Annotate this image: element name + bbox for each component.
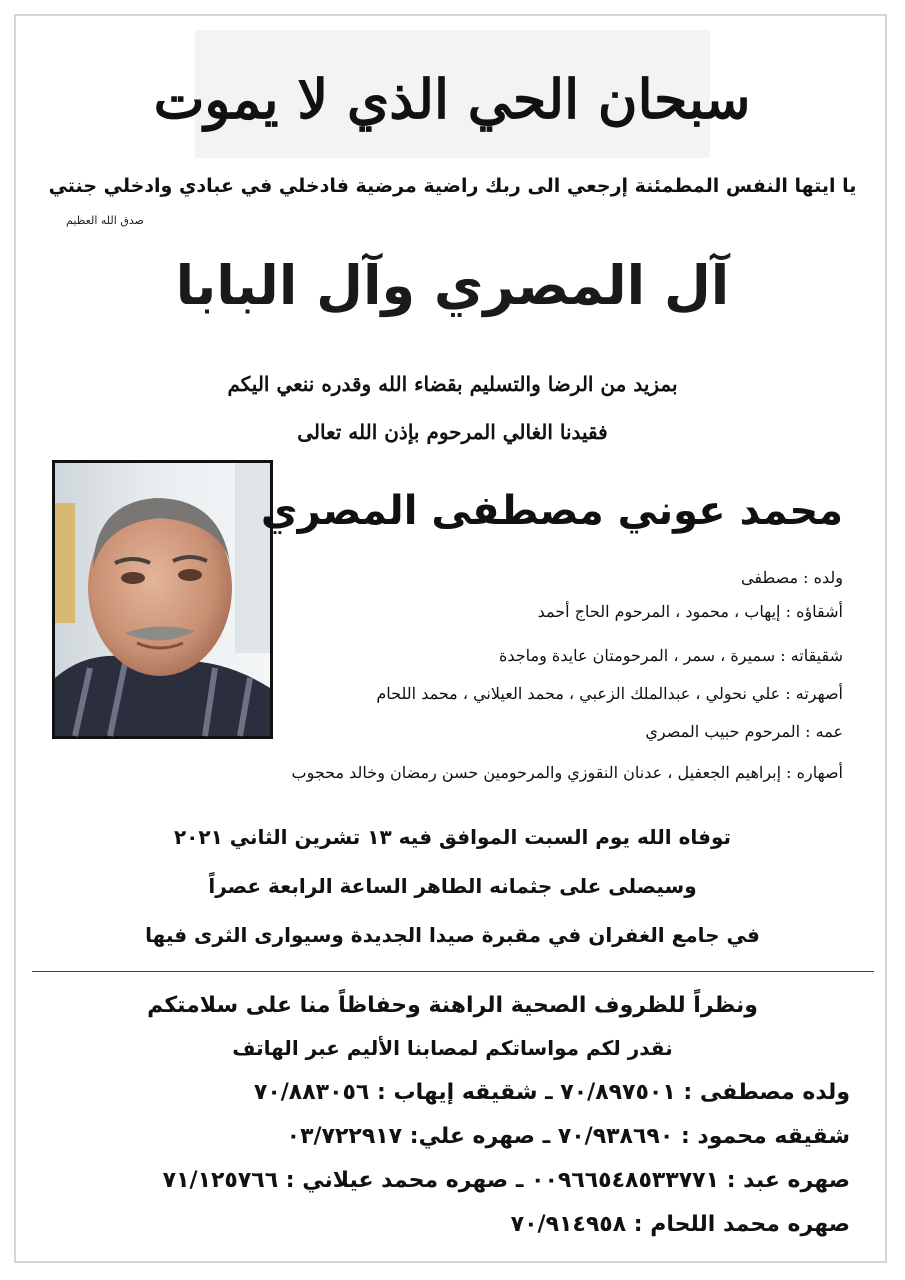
deceased-name: محمد عوني مصطفى المصري bbox=[260, 488, 843, 534]
intro-line-1: بمزيد من الرضا والتسليم بقضاء الله وقدره ننعي اليكم bbox=[227, 372, 678, 396]
death-date-line: توفاه الله يوم السبت الموافق فيه ١٣ تشرين الثاني ٢٠٢١ bbox=[173, 825, 732, 849]
calligraphy-banner bbox=[153, 30, 751, 158]
section-divider bbox=[32, 971, 874, 972]
contact-line-4: صهره محمد اللحام : ٧٠/٩١٤٩٥٨ bbox=[510, 1212, 850, 1237]
relative-in-laws: أصهاره : إبراهيم الجعفيل ، عدنان النقوزي والمرحومين حسن رمضان وخالد محجوب bbox=[291, 763, 843, 782]
family-title: آل المصري وآل البابا bbox=[175, 254, 730, 317]
relative-uncle: عمه : المرحوم حبيب المصري bbox=[645, 722, 843, 741]
relative-sisters: شقيقاته : سميرة ، سمر ، المرحومتان عايدة وماجدة bbox=[499, 646, 843, 665]
burial-location-line: في جامع الغفران في مقبرة صيدا الجديدة وسيوارى الثرى فيها bbox=[145, 923, 760, 947]
quran-verse: يا ايتها النفس المطمئنة إرجعي الى ربك راضية مرضية فادخلي في عبادي وادخلي جنتي bbox=[48, 175, 857, 197]
contact-line-3: صهره عبد : ٠٠٩٦٦٥٤٨٥٣٣٧٧١ ـ صهره محمد عيلاني : ٧١/١٢٥٧٦٦ bbox=[162, 1168, 850, 1193]
intro-line-2: فقيدنا الغالي المرحوم بإذن الله تعالى bbox=[297, 420, 608, 444]
relative-brothers: أشقاؤه : إيهاب ، محمود ، المرحوم الحاج أحمد bbox=[537, 602, 843, 621]
funeral-prayer-line: وسيصلى على جثمانه الطاهر الساعة الرابعة عصراً bbox=[208, 874, 697, 898]
health-notice-line-2: نقدر لكم مواساتكم لمصابنا الأليم عبر الهاتف bbox=[232, 1036, 673, 1060]
contact-line-1: ولده مصطفى : ٧٠/٨٩٧٥٠١ ـ شقيقه إيهاب : ٧٠/٨٨٣٠٥٦ bbox=[253, 1080, 850, 1105]
contact-line-2: شقيقه محمود : ٧٠/٩٣٨٦٩٠ ـ صهره علي: ٠٣/٧٢٢٩١٧ bbox=[286, 1124, 850, 1149]
relative-brothers-in-law: أصهرته : علي نحولي ، عبدالملك الزعبي ، محمد العيلاني ، محمد اللحام bbox=[376, 684, 843, 703]
deceased-photo bbox=[52, 460, 273, 739]
verse-closing: صدق الله العظيم bbox=[66, 214, 144, 227]
calligraphy-text: سبحان الحي الذي لا يموت bbox=[153, 67, 751, 131]
relative-son: ولده : مصطفى bbox=[741, 568, 843, 587]
health-notice-line-1: ونظراً للظروف الصحية الراهنة وحفاظاً منا على سلامتكم bbox=[147, 993, 758, 1018]
